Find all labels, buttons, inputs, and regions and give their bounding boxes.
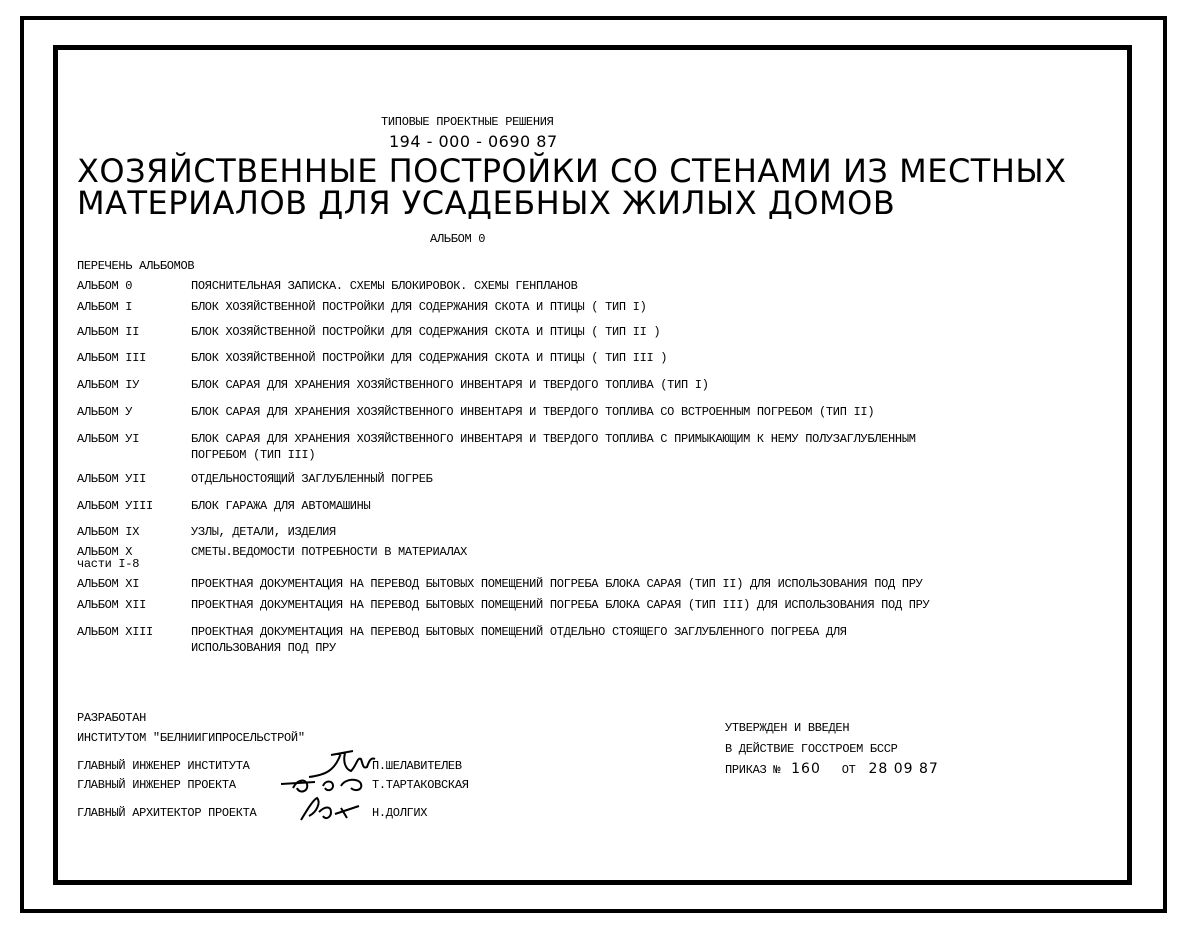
signatory-name: П.ШЕЛАВИТЕЛЕВ bbox=[372, 759, 462, 773]
signature-image bbox=[295, 794, 365, 826]
title-line-2: МАТЕРИАЛОВ ДЛЯ УСАДЕБНЫХ ЖИЛЫХ ДОМОВ bbox=[77, 184, 896, 222]
album-key: АЛЬБОМ XIII bbox=[77, 625, 153, 639]
album-key: АЛЬБОМ XI bbox=[77, 577, 140, 591]
developer-label: РАЗРАБОТАН bbox=[77, 711, 147, 725]
album-description: БЛОК ХОЗЯЙСТВЕННОЙ ПОСТРОЙКИ ДЛЯ СОДЕРЖАНИЯ СКОТА И ПТИЦЫ ( ТИП III ) bbox=[191, 351, 668, 365]
signatory-role: ГЛАВНЫЙ ИНЖЕНЕР ИНСТИТУТА bbox=[77, 759, 250, 773]
album-key: АЛЬБОМ II bbox=[77, 325, 140, 339]
approval-line-1: УТВЕРЖДЕН И ВВЕДЕН bbox=[725, 721, 850, 735]
signatory-role: ГЛАВНЫЙ ИНЖЕНЕР ПРОЕКТА bbox=[77, 778, 236, 792]
album-key: АЛЬБОМ I bbox=[77, 300, 133, 314]
title-line-1: ХОЗЯЙСТВЕННЫЕ ПОСТРОЙКИ СО СТЕНАМИ ИЗ МЕСТНЫХ bbox=[77, 152, 1067, 190]
album-key: АЛЬБОМ УII bbox=[77, 472, 147, 486]
series-label: ТИПОВЫЕ ПРОЕКТНЫЕ РЕШЕНИЯ bbox=[381, 115, 554, 129]
album-description: СМЕТЫ.ВЕДОМОСТИ ПОТРЕБНОСТИ В МАТЕРИАЛАХ bbox=[191, 545, 468, 559]
album-key: АЛЬБОМ III bbox=[77, 351, 147, 365]
album-description: ПРОЕКТНАЯ ДОКУМЕНТАЦИЯ НА ПЕРЕВОД БЫТОВЫХ ПОМЕЩЕНИЙ ОТДЕЛЬНО СТОЯЩЕГО ЗАГЛУБЛЕННОГО ПОГРЕБА ДЛЯ bbox=[191, 625, 847, 639]
album-key: АЛЬБОМ X bbox=[77, 545, 133, 559]
developer-institute: ИНСТИТУТОМ "БЕЛНИИГИПРОСЕЛЬСТРОЙ" bbox=[77, 731, 305, 745]
album-key: АЛЬБОМ XII bbox=[77, 598, 147, 612]
album-key: АЛЬБОМ У bbox=[77, 405, 133, 419]
album-description: ПРОЕКТНАЯ ДОКУМЕНТАЦИЯ НА ПЕРЕВОД БЫТОВЫХ ПОМЕЩЕНИЙ ПОГРЕБА БЛОКА САРАЯ (ТИП II) ДЛЯ ИСПОЛЬЗОВАНИЯ ПОД ПРУ bbox=[191, 577, 923, 591]
signatory-name: Н.ДОЛГИХ bbox=[372, 806, 428, 820]
album-description-continued: ПОГРЕБОМ (ТИП III) bbox=[191, 448, 316, 462]
album-key-parts: части I-8 bbox=[77, 557, 140, 571]
album-description: БЛОК ГАРАЖА ДЛЯ АВТОМАШИНЫ bbox=[191, 499, 371, 513]
album-description: ПРОЕКТНАЯ ДОКУМЕНТАЦИЯ НА ПЕРЕВОД БЫТОВЫХ ПОМЕЩЕНИЙ ПОГРЕБА БЛОКА САРАЯ (ТИП III) ДЛЯ ИСПОЛЬЗОВАНИЯ ПОД ПРУ bbox=[191, 598, 930, 612]
document-code: 194 - 000 - 0690 87 bbox=[389, 132, 558, 151]
album-description: БЛОК ХОЗЯЙСТВЕННОЙ ПОСТРОЙКИ ДЛЯ СОДЕРЖАНИЯ СКОТА И ПТИЦЫ ( ТИП I) bbox=[191, 300, 647, 314]
order-date: 28 09 87 bbox=[868, 761, 939, 777]
album-description: БЛОК САРАЯ ДЛЯ ХРАНЕНИЯ ХОЗЯЙСТВЕННОГО ИНВЕНТАРЯ И ТВЕРДОГО ТОПЛИВА С ПРИМЫКАЮЩИМ К НЕМУ ПОЛУЗАГЛУБЛЕННЫМ bbox=[191, 432, 916, 446]
order-from-label: ОТ bbox=[841, 763, 856, 777]
album-label: АЛЬБОМ 0 bbox=[430, 232, 486, 246]
signatory-role: ГЛАВНЫЙ АРХИТЕКТОР ПРОЕКТА bbox=[77, 806, 257, 820]
album-description: БЛОК САРАЯ ДЛЯ ХРАНЕНИЯ ХОЗЯЙСТВЕННОГО ИНВЕНТАРЯ И ТВЕРДОГО ТОПЛИВА СО ВСТРОЕННЫМ ПОГРЕБОМ (ТИП II) bbox=[191, 405, 875, 419]
order-number: 160 bbox=[791, 761, 821, 777]
approval-order bbox=[725, 761, 939, 777]
album-description-continued: ИСПОЛЬЗОВАНИЯ ПОД ПРУ bbox=[191, 641, 336, 655]
album-description: ОТДЕЛЬНОСТОЯЩИЙ ЗАГЛУБЛЕННЫЙ ПОГРЕБ bbox=[191, 472, 433, 486]
album-description: БЛОК ХОЗЯЙСТВЕННОЙ ПОСТРОЙКИ ДЛЯ СОДЕРЖАНИЯ СКОТА И ПТИЦЫ ( ТИП II ) bbox=[191, 325, 661, 339]
album-key: АЛЬБОМ 0 bbox=[77, 279, 133, 293]
album-description: БЛОК САРАЯ ДЛЯ ХРАНЕНИЯ ХОЗЯЙСТВЕННОГО ИНВЕНТАРЯ И ТВЕРДОГО ТОПЛИВА (ТИП I) bbox=[191, 378, 709, 392]
album-key: АЛЬБОМ IX bbox=[77, 525, 140, 539]
order-label: ПРИКАЗ № bbox=[725, 763, 781, 777]
signatory-name: Т.ТАРТАКОВСКАЯ bbox=[372, 778, 469, 792]
album-description: ПОЯСНИТЕЛЬНАЯ ЗАПИСКА. СХЕМЫ БЛОКИРОВОК. СХЕМЫ ГЕНПЛАНОВ bbox=[191, 279, 578, 293]
album-key: АЛЬБОМ УIII bbox=[77, 499, 153, 513]
album-description: УЗЛЫ, ДЕТАЛИ, ИЗДЕЛИЯ bbox=[191, 525, 336, 539]
album-key: АЛЬБОМ IУ bbox=[77, 378, 140, 392]
album-key: АЛЬБОМ УI bbox=[77, 432, 140, 446]
album-list-heading: ПЕРЕЧЕНЬ АЛЬБОМОВ bbox=[77, 259, 195, 273]
approval-line-2: В ДЕЙСТВИЕ ГОССТРОЕМ БССР bbox=[725, 742, 898, 756]
